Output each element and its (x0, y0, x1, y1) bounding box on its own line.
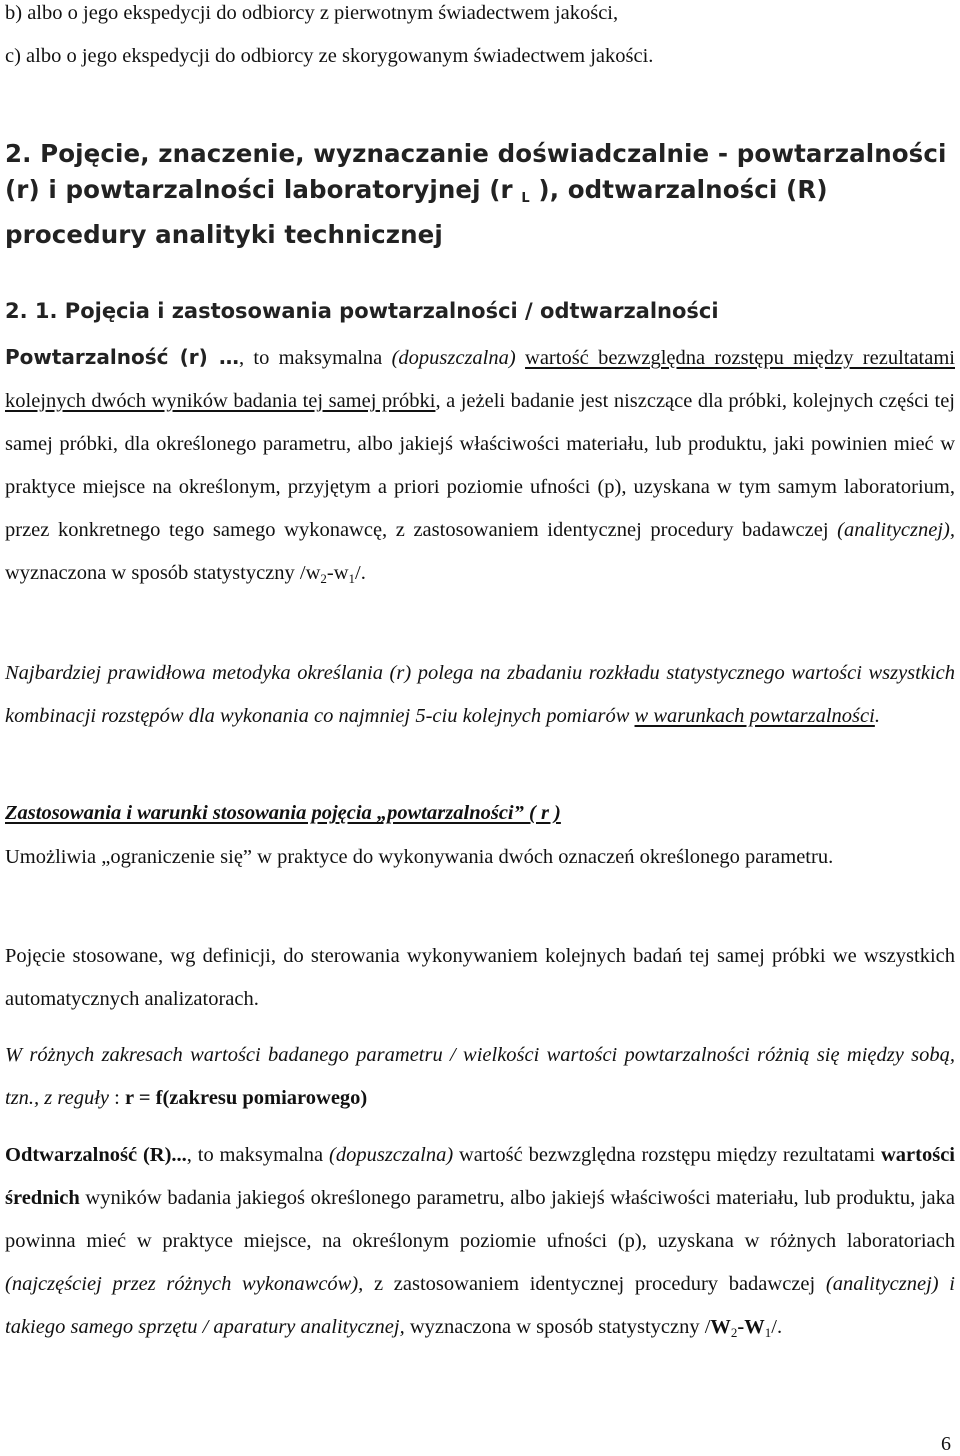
paragraph-repeatability: Powtarzalność (r) …, to maksymalna (dopuszczalna) wartość bezwzględna rozstępu między rezultatami kolejnych dwóch wyników badania tej samej próbki, a jeżeli badanie jest niszczące dla próbki, kolejnych części tej samej próbki, dla określonego parametru, albo jakiejś właściwości materiału, lub produktu, jaki powinien mieć w praktyce miejsce na określonym, przyjętym a priori poziomie ufności (p), uzyskana w tym samym laboratorium, przez konkretnego tego samego wykonawcę, z zastosowaniem identycznej procedury badawczej (analitycznej), wyznaczona w sposób statystyczny $/w_2-w_1/$. (5, 345, 955, 586)
paragraph-ranges: W różnych zakresach wartości badanego parametru / wielkości wartości powtarzalności różnią się między sobą, tzn., z reguły : r = f(zakresu pomiarowego) (5, 1044, 955, 1109)
term-reproducibility: Odtwarzalność (R)... (5, 1144, 187, 1166)
subsection-heading: 2. 1. Pojęcia i zastosowania powtarzalności / odtwarzalności (5, 299, 719, 323)
section-heading-part2: ), odtwarzalności (R) procedury analityki technicznej (5, 175, 828, 249)
section-heading (5, 136, 955, 253)
paragraph-applications: Umożliwia „ograniczenie się” w praktyce do wykonywania dwóch oznaczeń określonego parametru. (5, 846, 834, 868)
applications-heading: Zastosowania i warunki stosowania pojęcia „powtarzalności” ( r ) (5, 802, 561, 824)
section-heading-subscript: L (521, 191, 530, 206)
term-repeatability: Powtarzalność (r) … (5, 345, 239, 369)
paragraph-automatic-analyzers: Pojęcie stosowane, wg definicji, do sterowania wykonywaniem kolejnych badań tej samej próbki we wszystkich automatycznych analizatorach. (5, 945, 955, 1010)
list-item-c: c) albo o jego ekspedycji do odbiorcy ze skorygowanym świadectwem jakości. (5, 45, 654, 67)
list-item-b: b) albo o jego ekspedycji do odbiorcy z pierwotnym świadectwem jakości, (5, 2, 619, 24)
section-heading-part1: 2. Pojęcie, znaczenie, wyznaczanie doświadczalnie - powtarzalności (r) i powtarzalności laboratoryjnej (r (5, 139, 947, 204)
underlined-definition: wartość bezwzględna rozstępu między rezultatami kolejnych dwóch wyników badania tej samej próbki (5, 347, 955, 412)
formula: r = f(zakresu pomiarowego) (124, 1087, 368, 1109)
paragraph-methodology: Najbardziej prawidłowa metodyka określania (r) polega na zbadaniu rozkładu statystycznego wartości wszystkich kombinacji rozstępów dla wykonania co najmniej 5-ciu kolejnych pomiarów w warunkach powtarzalności. (5, 662, 955, 727)
paragraph-reproducibility: Odtwarzalność (R)..., to maksymalna (dopuszczalna) wartość bezwzględna rozstępu między rezultatami wartości średnich wyników badania jakiegoś określonego parametru, albo jakiejś właściwości materiału, lub produktu, jaka powinna mieć w praktyce miejsce, na określonym poziomie ufności (p), uzyskana w różnych laboratoriach (najczęściej przez różnych wykonawców), z zastosowaniem identycznej procedury badawczej (analitycznej) i takiego samego sprzętu / aparatury analitycznej, wyznaczona w sposób statystyczny $/W_2-W_1/$. (5, 1144, 956, 1340)
page-number: 6 (941, 1433, 951, 1455)
